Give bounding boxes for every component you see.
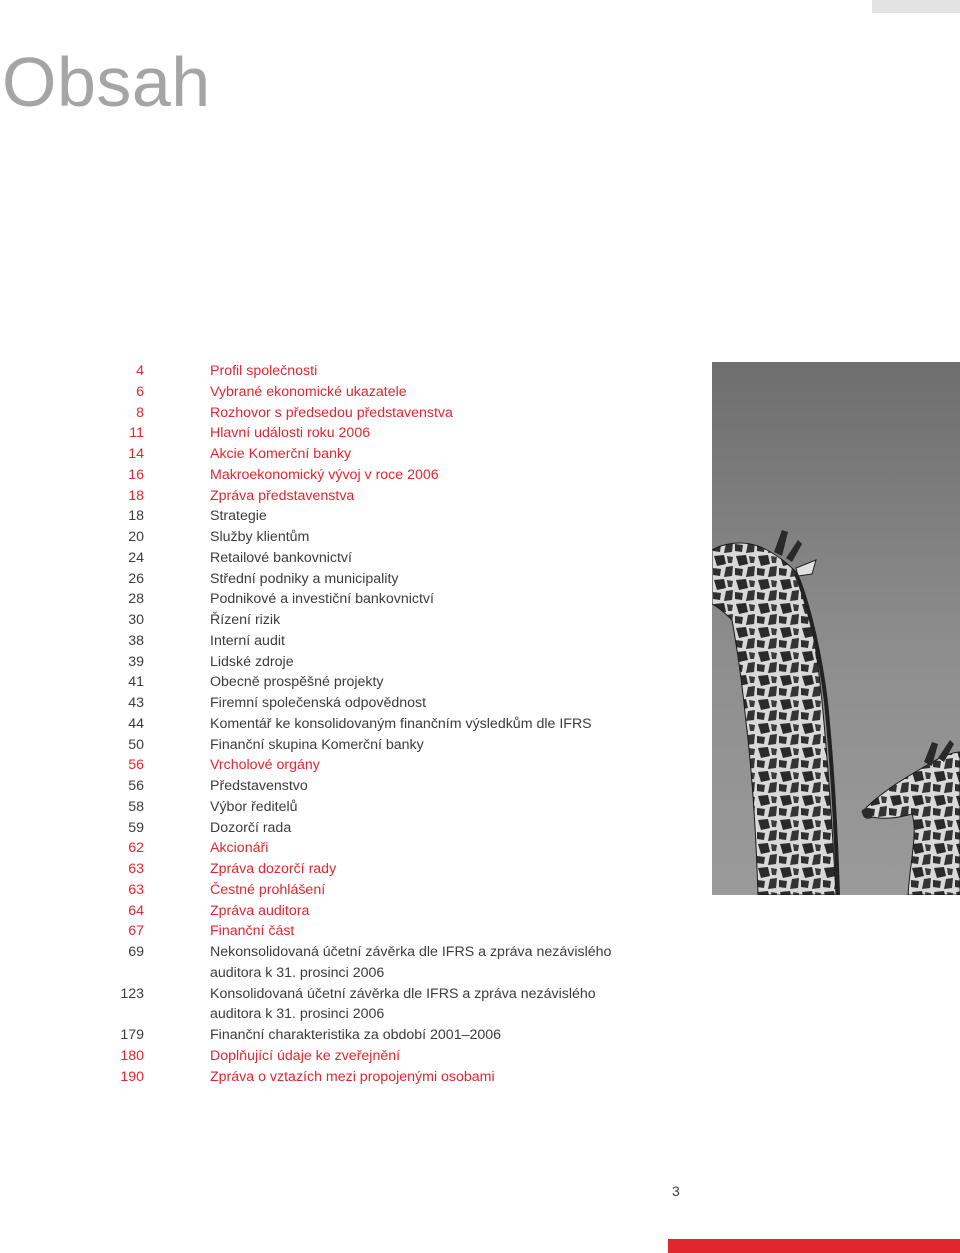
toc-page-number: 20 bbox=[128, 529, 144, 545]
toc-page-number: 43 bbox=[128, 695, 144, 711]
toc-entry[interactable] bbox=[0, 444, 660, 465]
toc-entry[interactable] bbox=[0, 921, 660, 942]
toc-page-number: 8 bbox=[136, 404, 144, 421]
toc-page-number: 179 bbox=[120, 1027, 144, 1043]
toc-entry-title: Obecně prospěšné projekty bbox=[210, 674, 384, 691]
toc-entry[interactable] bbox=[0, 859, 660, 880]
toc-page-number: 123 bbox=[120, 985, 144, 1002]
toc-entry-title: Doplňující údaje ke zveřejnění bbox=[210, 1047, 401, 1064]
toc-page-number: 30 bbox=[128, 612, 144, 628]
toc-entry[interactable] bbox=[0, 901, 660, 922]
toc-page-number: 63 bbox=[128, 861, 144, 877]
toc-page-number: 18 bbox=[128, 508, 144, 525]
toc-page-number: 4 bbox=[136, 363, 144, 379]
toc-entry-title: Střední podniky a municipality bbox=[210, 570, 399, 587]
toc-page-number: 24 bbox=[128, 549, 144, 566]
bottom-accent-bar bbox=[668, 1239, 960, 1253]
toc-entry-title: Akcie Komerční banky bbox=[210, 446, 352, 462]
toc-entry[interactable] bbox=[0, 838, 660, 859]
toc-entry[interactable] bbox=[0, 1025, 660, 1046]
toc-entry-title: Strategie bbox=[210, 508, 267, 525]
toc-entry[interactable] bbox=[0, 1046, 660, 1067]
toc-page-number: 14 bbox=[128, 446, 144, 462]
toc-page-number: 39 bbox=[128, 653, 144, 670]
toc-entry[interactable] bbox=[0, 465, 660, 486]
toc-entry[interactable] bbox=[0, 589, 660, 610]
toc-entry[interactable] bbox=[0, 984, 660, 1026]
toc-page-number: 59 bbox=[128, 819, 144, 836]
toc-entry[interactable] bbox=[0, 382, 660, 403]
toc-entry[interactable] bbox=[0, 776, 660, 797]
toc-entry[interactable] bbox=[0, 548, 660, 569]
toc-entry-title: Řízení rizik bbox=[210, 612, 281, 628]
toc-entry-title: Finanční charakteristika za období 2001–2006 bbox=[210, 1027, 502, 1043]
toc-page-number: 64 bbox=[128, 902, 144, 919]
page-title: Obsah bbox=[2, 43, 211, 121]
page-number: 3 bbox=[672, 1183, 680, 1199]
toc-page-number: 63 bbox=[128, 881, 144, 898]
toc-entry-title: Zpráva o vztazích mezi propojenými osobami bbox=[210, 1068, 495, 1085]
toc-page-number: 56 bbox=[128, 778, 144, 794]
toc-entry-title: Firemní společenská odpovědnost bbox=[210, 695, 427, 711]
toc-entry[interactable] bbox=[0, 1067, 660, 1088]
toc-entry-title: Konsolidovaná účetní závěrka dle IFRS a zpráva nezávislého auditora k 31. prosinci 2006 bbox=[210, 985, 596, 1023]
toc-page-number: 6 bbox=[136, 383, 144, 400]
giraffes-photo bbox=[712, 362, 960, 895]
toc-entry-title: Retailové bankovnictví bbox=[210, 549, 352, 566]
toc-page-number: 38 bbox=[128, 632, 144, 649]
top-decorative-bar bbox=[872, 0, 960, 13]
toc-entry-title: Nekonsolidovaná účetní závěrka dle IFRS a zpráva nezávislého auditora k 31. prosinci 2006 bbox=[210, 944, 612, 981]
toc-entry-title: Představenstvo bbox=[210, 778, 308, 794]
toc-entry-title: Finanční skupina Komerční banky bbox=[210, 736, 424, 753]
toc-entry-title: Zpráva představenstva bbox=[210, 487, 355, 504]
toc-page-number: 67 bbox=[128, 923, 144, 940]
toc-page-number: 44 bbox=[128, 715, 144, 732]
toc-page-number: 28 bbox=[128, 591, 144, 608]
toc-entry[interactable] bbox=[0, 610, 660, 631]
toc-entry-title: Zpráva dozorčí rady bbox=[210, 861, 337, 877]
toc-entry-title: Lidské zdroje bbox=[210, 653, 294, 670]
toc-page-number: 50 bbox=[128, 736, 144, 753]
toc-entry-title: Podnikové a investiční bankovnictví bbox=[210, 591, 434, 608]
toc-entry-title: Akcionáři bbox=[210, 840, 269, 857]
toc-page-number: 11 bbox=[129, 425, 144, 442]
toc-entry-title: Výbor ředitelů bbox=[210, 798, 298, 815]
toc-entry-title: Finanční část bbox=[210, 923, 295, 940]
toc-entry[interactable] bbox=[0, 486, 660, 507]
toc-page-number: 26 bbox=[128, 570, 144, 587]
toc-page-number: 58 bbox=[128, 798, 144, 815]
toc-entry-title: Zpráva auditora bbox=[210, 902, 310, 919]
toc-page-number: 190 bbox=[120, 1068, 144, 1085]
toc-entry-title: Makroekonomický vývoj v roce 2006 bbox=[210, 466, 439, 483]
toc-entry[interactable] bbox=[0, 569, 660, 590]
toc-entry-title: Profil společnosti bbox=[210, 363, 318, 379]
toc-entry-title: Čestné prohlášení bbox=[210, 881, 326, 898]
toc-entry-title: Dozorčí rada bbox=[210, 819, 292, 836]
toc-entry[interactable] bbox=[0, 403, 660, 424]
toc-page-number: 56 bbox=[128, 757, 144, 774]
toc-entry[interactable] bbox=[0, 527, 660, 548]
toc-entry[interactable] bbox=[0, 506, 660, 527]
toc-page-number: 41 bbox=[128, 674, 144, 691]
toc-entry-title: Vrcholové orgány bbox=[210, 757, 320, 774]
toc-page-number: 69 bbox=[128, 944, 144, 960]
toc-page-number: 180 bbox=[120, 1047, 144, 1064]
toc-entry[interactable] bbox=[0, 361, 660, 382]
toc-page-number: 62 bbox=[128, 840, 144, 857]
toc-entry[interactable] bbox=[0, 631, 660, 652]
toc-entry-title: Hlavní události roku 2006 bbox=[210, 425, 371, 442]
toc-entry[interactable] bbox=[0, 797, 660, 818]
toc-page-number: 18 bbox=[128, 487, 144, 504]
toc-entry[interactable] bbox=[0, 672, 660, 693]
toc-entry[interactable] bbox=[0, 652, 660, 673]
toc-entry[interactable] bbox=[0, 693, 660, 714]
toc-page-number: 16 bbox=[128, 466, 144, 483]
toc-entry[interactable] bbox=[0, 735, 660, 756]
toc-entry-title: Komentář ke konsolidovaným finančním výsledkům dle IFRS bbox=[210, 715, 592, 732]
toc-entry[interactable] bbox=[0, 942, 660, 984]
toc-entry-title: Služby klientům bbox=[210, 529, 310, 545]
toc-entry-title: Rozhovor s předsedou představenstva bbox=[210, 404, 453, 421]
toc-entry[interactable] bbox=[0, 423, 660, 444]
toc-entry[interactable] bbox=[0, 880, 660, 901]
table-of-contents bbox=[0, 361, 660, 1087]
toc-entry-title: Interní audit bbox=[210, 632, 285, 649]
toc-entry[interactable] bbox=[0, 714, 660, 735]
toc-entry[interactable] bbox=[0, 818, 660, 839]
toc-entry[interactable] bbox=[0, 755, 660, 776]
toc-entry-title: Vybrané ekonomické ukazatele bbox=[210, 383, 407, 400]
